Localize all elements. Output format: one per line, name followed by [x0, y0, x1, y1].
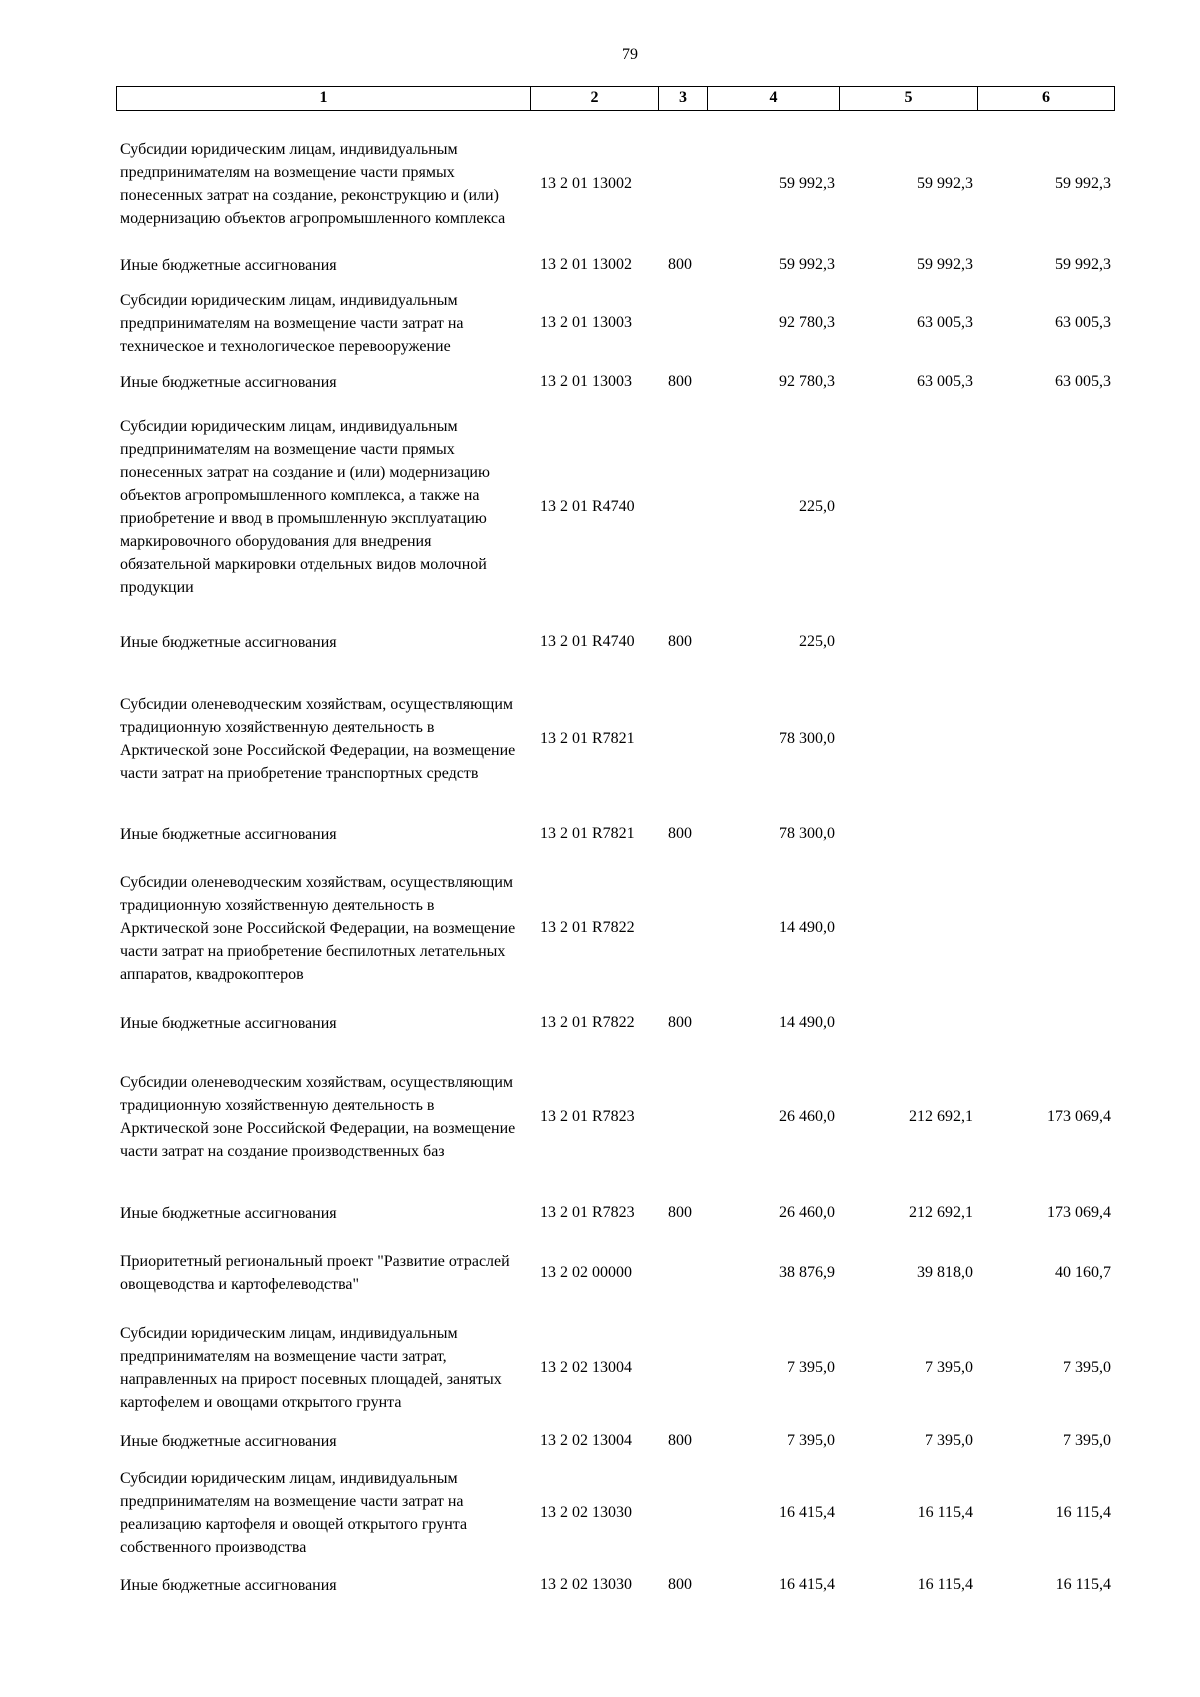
row-code: 13 2 01 R7823	[540, 1108, 635, 1125]
row-value-6: 59 992,3	[1055, 175, 1111, 192]
row-name: Иные бюджетные ассигнования	[120, 633, 337, 651]
row-value-6: 173 069,4	[1047, 1108, 1111, 1125]
row-value-4: 59 992,3	[779, 256, 835, 273]
page-number: 79	[622, 46, 638, 63]
row-type: 800	[668, 1204, 692, 1221]
row-type: 800	[668, 1014, 692, 1031]
row-name: Иные бюджетные ассигнования	[120, 256, 337, 274]
row-value-5: 59 992,3	[917, 256, 973, 273]
column-header-6: 6	[1042, 89, 1050, 106]
row-value-4: 14 490,0	[779, 1014, 835, 1031]
table-row	[116, 1011, 1115, 1035]
row-code: 13 2 01 R7822	[540, 1014, 635, 1031]
row-value-4: 78 300,0	[779, 730, 835, 747]
table-row	[116, 122, 1115, 246]
row-value-5: 59 992,3	[917, 175, 973, 192]
row-value-6: 59 992,3	[1055, 256, 1111, 273]
row-code: 13 2 01 R7822	[540, 919, 635, 936]
row-value-4: 16 415,4	[779, 1504, 835, 1521]
row-type: 800	[668, 633, 692, 650]
row-name: Субсидии юридическим лицам, индивидуальным предпринимателям на возмещение части затрат на реализацию картофеля и овощей открытого грунта собственного производства	[120, 1470, 468, 1556]
row-value-5: 212 692,1	[909, 1204, 973, 1221]
row-value-6: 173 069,4	[1047, 1204, 1111, 1221]
row-code: 13 2 02 13004	[540, 1432, 632, 1449]
row-code: 13 2 02 00000	[540, 1264, 632, 1281]
table-row	[116, 370, 1115, 394]
row-value-6: 7 395,0	[1063, 1359, 1111, 1376]
row-name: Субсидии юридическим лицам, индивидуальным предпринимателям на возмещение части прямых понесенных затрат на создание, реконструкцию и (или) модернизацию объектов агропромышленного комплекса	[120, 141, 506, 227]
row-name: Субсидии юридическим лицам, индивидуальным предпринимателям на возмещение части затрат на техническое и технологическое перевооружение	[120, 291, 464, 355]
row-value-4: 7 395,0	[787, 1432, 835, 1449]
row-value-5: 63 005,3	[917, 314, 973, 331]
row-value-4: 225,0	[799, 633, 835, 650]
row-code: 13 2 02 13030	[540, 1504, 632, 1521]
row-value-6: 40 160,7	[1055, 1264, 1111, 1281]
table-row	[116, 1429, 1115, 1453]
row-name: Субсидии оленеводческим хозяйствам, осуществляющим традиционную хозяйственную деятельность в Арктической зоне Российской Федерации, на возмещение части затрат на приобретение транспортных средств	[120, 696, 516, 782]
row-value-4: 38 876,9	[779, 1264, 835, 1281]
row-value-5: 7 395,0	[925, 1432, 973, 1449]
row-name: Иные бюджетные ассигнования	[120, 825, 337, 843]
row-name: Субсидии оленеводческим хозяйствам, осуществляющим традиционную хозяйственную деятельность в Арктической зоне Российской Федерации, на возмещение части затрат на приобретение беспилотных летательных аппаратов, квадрокоптеров	[120, 873, 516, 983]
column-header-2: 2	[531, 87, 659, 110]
row-type: 800	[668, 256, 692, 273]
row-value-4: 92 780,3	[779, 373, 835, 390]
table-row	[116, 1055, 1115, 1179]
table-row	[116, 1317, 1115, 1419]
row-code: 13 2 01 13003	[540, 373, 632, 390]
table-row	[116, 1244, 1115, 1302]
row-value-4: 59 992,3	[779, 175, 835, 192]
row-value-4: 225,0	[799, 498, 835, 515]
row-code: 13 2 01 R4740	[540, 633, 635, 650]
table-row	[116, 866, 1115, 990]
table-row	[116, 1201, 1115, 1225]
row-type: 800	[668, 373, 692, 390]
row-code: 13 2 01 13002	[540, 175, 632, 192]
row-value-4: 92 780,3	[779, 314, 835, 331]
row-value-4: 78 300,0	[779, 825, 835, 842]
column-header-4: 4	[708, 87, 840, 110]
row-code: 13 2 01 13002	[540, 256, 632, 273]
row-value-4: 14 490,0	[779, 919, 835, 936]
row-name: Иные бюджетные ассигнования	[120, 1432, 337, 1450]
table-row	[116, 253, 1115, 277]
row-name: Субсидии оленеводческим хозяйствам, осуществляющим традиционную хозяйственную деятельность в Арктической зоне Российской Федерации, на возмещение части затрат на создание производственных баз	[120, 1074, 516, 1160]
row-value-6: 16 115,4	[1055, 1504, 1111, 1521]
column-header-1: 1	[117, 87, 531, 110]
row-name: Приоритетный региональный проект "Развитие отраслей овощеводства и картофелеводства"	[120, 1253, 510, 1293]
row-name: Иные бюджетные ассигнования	[120, 373, 337, 391]
row-value-6: 63 005,3	[1055, 314, 1111, 331]
row-code: 13 2 01 R7821	[540, 825, 635, 842]
table-row	[116, 822, 1115, 846]
row-name: Субсидии юридическим лицам, индивидуальным предпринимателям на возмещение части затрат, направленных на прирост посевных площадей, занятых картофелем и овощами открытого грунта	[120, 1325, 502, 1411]
row-value-6: 63 005,3	[1055, 373, 1111, 390]
table-header	[116, 86, 1115, 111]
row-type: 800	[668, 1576, 692, 1593]
row-value-4: 26 460,0	[779, 1108, 835, 1125]
row-value-4: 7 395,0	[787, 1359, 835, 1376]
row-name: Иные бюджетные ассигнования	[120, 1014, 337, 1032]
row-type: 800	[668, 1432, 692, 1449]
row-value-5: 16 115,4	[917, 1504, 973, 1521]
column-header-5: 5	[840, 87, 978, 110]
row-code: 13 2 02 13030	[540, 1576, 632, 1593]
table-row	[116, 630, 1115, 654]
row-name: Субсидии юридическим лицам, индивидуальным предпринимателям на возмещение части прямых понесенных затрат на создание и (или) модернизацию объектов агропромышленного комплекса, а также на приобретение и ввод в промышленную эксплуатацию маркировочного оборудования для внедрения обязательной маркировки отдельных видов молочной продукции	[120, 418, 490, 596]
row-code: 13 2 01 R7823	[540, 1204, 635, 1221]
row-value-5: 7 395,0	[925, 1359, 973, 1376]
column-header-3: 3	[659, 87, 708, 110]
row-code: 13 2 01 R7821	[540, 730, 635, 747]
row-value-5: 16 115,4	[917, 1576, 973, 1593]
row-value-5: 39 818,0	[917, 1264, 973, 1281]
table-row	[116, 1573, 1115, 1597]
row-code: 13 2 01 13003	[540, 314, 632, 331]
row-value-4: 16 415,4	[779, 1576, 835, 1593]
row-value-6: 16 115,4	[1055, 1576, 1111, 1593]
row-value-5: 63 005,3	[917, 373, 973, 390]
table-row	[116, 283, 1115, 363]
row-value-5: 212 692,1	[909, 1108, 973, 1125]
row-value-6: 7 395,0	[1063, 1432, 1111, 1449]
table-row	[116, 414, 1115, 600]
row-type: 800	[668, 825, 692, 842]
row-name: Иные бюджетные ассигнования	[120, 1576, 337, 1594]
row-name: Иные бюджетные ассигнования	[120, 1204, 337, 1222]
row-code: 13 2 01 R4740	[540, 498, 635, 515]
table-row	[116, 1462, 1115, 1564]
row-code: 13 2 02 13004	[540, 1359, 632, 1376]
row-value-4: 26 460,0	[779, 1204, 835, 1221]
table-row	[116, 677, 1115, 801]
